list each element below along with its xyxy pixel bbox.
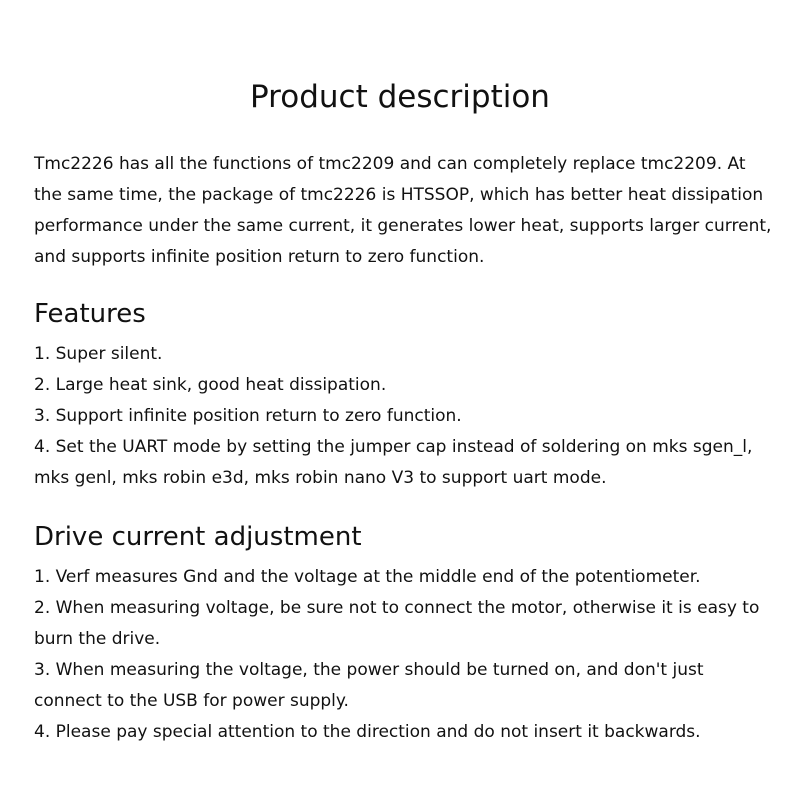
- feature-item-1: 1. Super silent.: [34, 344, 163, 364]
- page-title: Product description: [250, 78, 550, 115]
- drive-current-list: [34, 562, 774, 748]
- features-heading: Features: [34, 299, 146, 329]
- feature-item-3: 3. Support infinite position return to zero function.: [34, 406, 462, 426]
- intro-paragraph: Tmc2226 has all the functions of tmc2209 and can completely replace tmc2209. At the same time, the package of tmc2226 is HTSSOP, which has better heat dissipation performance under the same current, it generates lower heat, supports larger current, and supports infinite position return to zero function.: [34, 154, 772, 267]
- drive-current-item-4: 4. Please pay special attention to the direction and do not insert it backwards.: [34, 722, 701, 742]
- feature-item-4: 4. Set the UART mode by setting the jumper cap instead of soldering on mks sgen_l, mks genl, mks robin e3d, mks robin nano V3 to support uart mode.: [34, 437, 753, 488]
- drive-current-item-3: 3. When measuring the voltage, the power should be turned on, and don't just connect to the USB for power supply.: [34, 660, 704, 711]
- drive-current-item-1: 1. Verf measures Gnd and the voltage at the middle end of the potentiometer.: [34, 567, 701, 587]
- features-list: [34, 339, 774, 494]
- drive-current-heading: Drive current adjustment: [34, 522, 362, 552]
- drive-current-item-2: 2. When measuring voltage, be sure not to connect the motor, otherwise it is easy to burn the drive.: [34, 598, 760, 649]
- feature-item-2: 2. Large heat sink, good heat dissipation.: [34, 375, 387, 395]
